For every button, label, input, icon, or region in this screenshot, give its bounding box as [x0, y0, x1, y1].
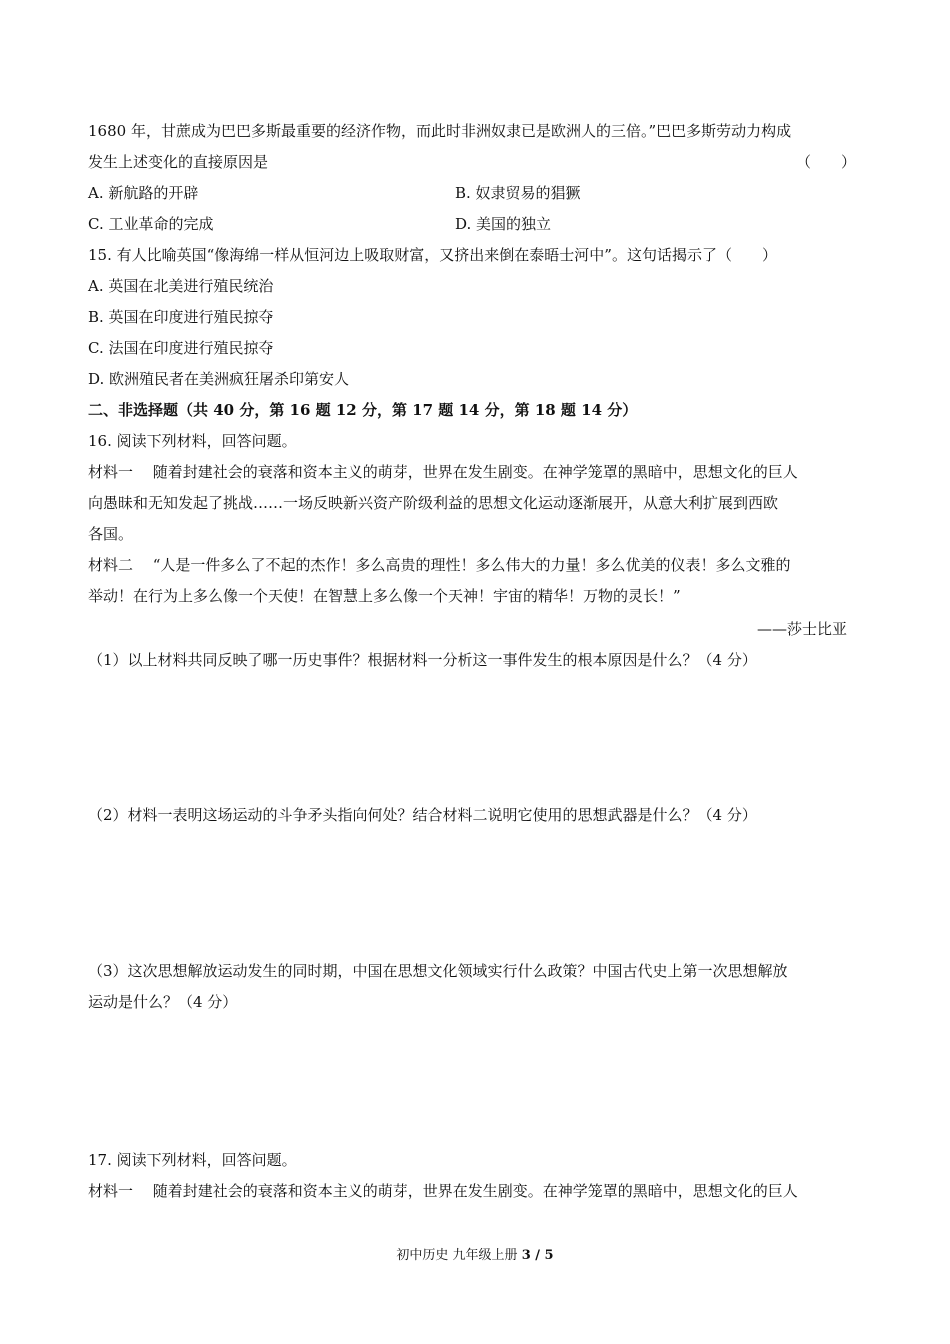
q16-material2-line2: 举动！在行为上多么像一个天使！在智慧上多么像一个天神！宇宙的精华！万物的灵长！”	[88, 587, 681, 605]
q16-material2-line1: 材料二 “人是一件多么了不起的杰作！多么高贵的理性！多么伟大的力量！多么优美的仪表！多么文雅的	[88, 556, 791, 574]
q14-option-c: C. 工业革命的完成	[88, 215, 214, 233]
q16-material1-line2: 向愚昧和无知发起了挑战……一场反映新兴资产阶级利益的思想文化运动逐渐展开，从意大利扩展到西欧	[88, 494, 779, 512]
q16-subquestion-3-line1: （3）这次思想解放运动发生的同时期，中国在思想文化领域实行什么政策？中国古代史上第一次思想解放	[88, 962, 788, 980]
q15-option-c: C. 法国在印度进行殖民掠夺	[88, 339, 274, 357]
q16-subquestion-1: （1）以上材料共同反映了哪一历史事件？根据材料一分析这一事件发生的根本原因是什么？（4 分）	[88, 651, 757, 669]
page-footer	[0, 1247, 950, 1265]
q14-option-d: D. 美国的独立	[455, 215, 552, 233]
page-number: 3 / 5	[521, 1248, 554, 1263]
q17-intro: 17. 阅读下列材料，回答问题。	[88, 1151, 297, 1169]
q15-option-a: A. 英国在北美进行殖民统治	[88, 277, 274, 295]
q14-stem-line1: 1680 年，甘蔗成为巴巴多斯最重要的经济作物，而此时非洲奴隶已是欧洲人的三倍。”巴巴多斯劳动力构成	[88, 122, 792, 140]
q14-answer-paren: （ ）	[796, 153, 857, 171]
section-heading: 二、非选择题（共 40 分，第 16 题 12 分，第 17 题 14 分，第 18 题 14 分）	[88, 401, 638, 419]
q16-subquestion-3-line2: 运动是什么？（4 分）	[88, 993, 238, 1011]
q14-option-b: B. 奴隶贸易的猖獗	[455, 184, 581, 202]
q16-material1-line1: 材料一 随着封建社会的衰落和资本主义的萌芽，世界在发生剧变。在神学笼罩的黑暗中，思想文化的巨人	[88, 463, 798, 481]
footer-text: 初中历史 九年级上册	[396, 1248, 522, 1263]
q17-material1-line1: 材料一 随着封建社会的衰落和资本主义的萌芽，世界在发生剧变。在神学笼罩的黑暗中，思想文化的巨人	[88, 1182, 798, 1200]
q16-intro: 16. 阅读下列材料，回答问题。	[88, 432, 297, 450]
q16-subquestion-2: （2）材料一表明这场运动的斗争矛头指向何处？结合材料二说明它使用的思想武器是什么？（4 分）	[88, 806, 757, 824]
q15-stem: 15. 有人比喻英国“像海绵一样从恒河边上吸取财富，又挤出来倒在泰晤士河中”。这句话揭示了（ ）	[88, 246, 777, 264]
q15-option-b: B. 英国在印度进行殖民掠夺	[88, 308, 274, 326]
q15-option-d: D. 欧洲殖民者在美洲疯狂屠杀印第安人	[88, 370, 350, 388]
q14-stem-line2: 发生上述变化的直接原因是	[88, 153, 269, 171]
q16-material1-line3: 各国。	[88, 525, 134, 543]
q14-option-a: A. 新航路的开辟	[88, 184, 199, 202]
q16-material2-source: ——莎士比亚	[757, 620, 848, 638]
